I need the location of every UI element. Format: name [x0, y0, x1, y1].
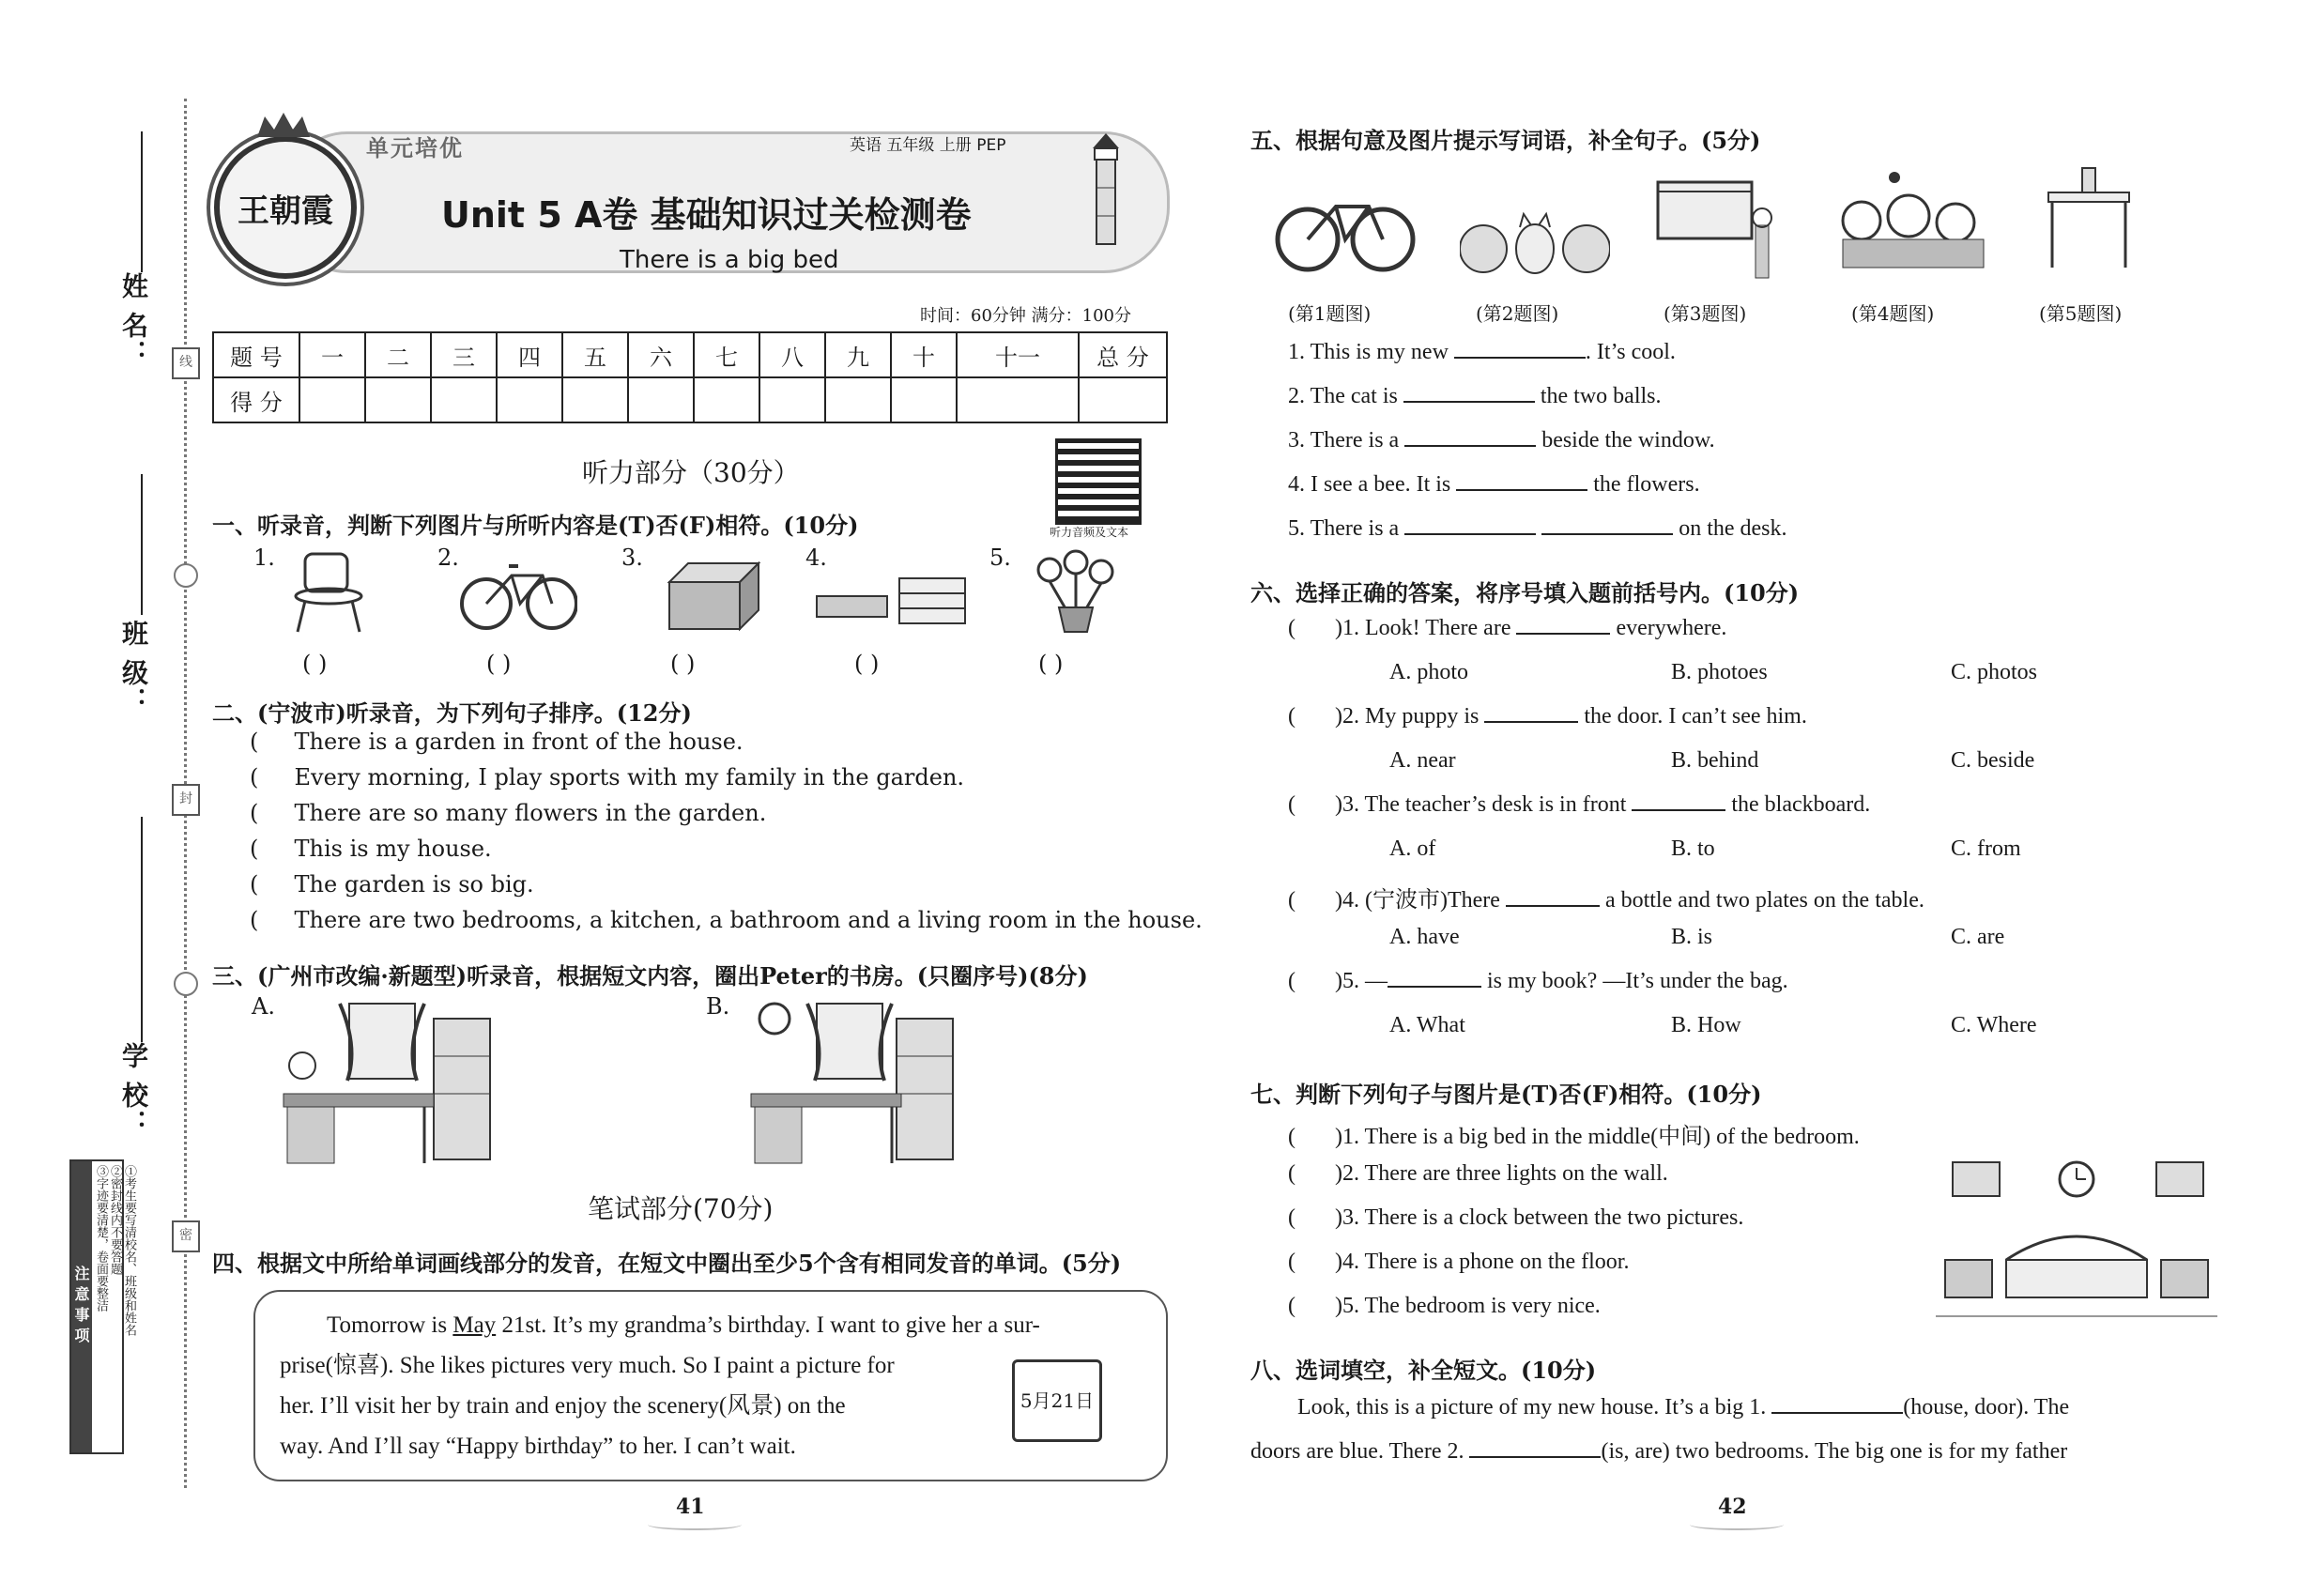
score-cell[interactable]: [431, 377, 497, 422]
list-item: ( Every morning, I play sports with my family in the garden.: [250, 764, 965, 790]
section-4-title: 四、根据文中所给单词画线部分的发音，在短文中圈出至少5个含有相同发音的单词。(5分): [212, 1250, 1122, 1277]
q-text: the door. I can’t see him.: [1578, 704, 1807, 729]
passage-text: way. And I’ll say “Happy birthday” to her. I can’t wait.: [280, 1434, 796, 1459]
option[interactable]: B. is: [1671, 925, 1713, 949]
answer-blank[interactable]: [1403, 401, 1535, 403]
score-header-cell: 三: [431, 332, 497, 377]
school-field[interactable]: [141, 817, 143, 1042]
desk-bottle-picture: [2045, 164, 2134, 276]
calendar-icon: 5月21日: [1012, 1359, 1102, 1442]
list-item: ( )2. There are three lights on the wall.: [1288, 1161, 1668, 1186]
s5-list: [1288, 340, 1787, 560]
list-item: [1288, 472, 1787, 516]
option[interactable]: B. photoes: [1671, 660, 1768, 684]
books-picture: [813, 573, 973, 633]
writing-heading: 笔试部分(70分): [588, 1193, 774, 1224]
s5-text: 3. There is a: [1288, 428, 1405, 453]
list-item: ( )3. There is a clock between the two pictures.: [1288, 1205, 1744, 1230]
crown-icon: [255, 111, 312, 139]
s7-text: )2. There are three lights on the wall.: [1335, 1161, 1668, 1186]
class-label: 班 级：: [118, 620, 149, 715]
section-1-title: 一、听录音，判断下列图片与所听内容是(T)否(F)相符。(10分): [212, 512, 859, 539]
score-cell[interactable]: [497, 377, 562, 422]
q-text: )5. —: [1335, 969, 1388, 993]
q-text: the blackboard.: [1725, 792, 1871, 817]
passage-text: 21st. It’s my grandma’s birthday. I want to give her a sur-: [496, 1312, 1040, 1338]
s8-line-2: [1250, 1439, 2067, 1465]
flowers-picture: [1031, 549, 1120, 637]
s1-num: 1.: [253, 545, 275, 571]
s8-line-1: [1297, 1395, 2069, 1420]
answer-blank[interactable]: [1404, 533, 1536, 535]
study-room-a-picture: [274, 1000, 499, 1173]
page-number-left: 41: [676, 1495, 705, 1519]
s8-text: doors are blue. There 2.: [1250, 1439, 1470, 1464]
score-cell[interactable]: [759, 377, 825, 422]
s1-num: 2.: [437, 545, 459, 571]
option[interactable]: A. near: [1389, 748, 1456, 773]
name-field[interactable]: [141, 131, 143, 272]
answer-blank[interactable]: [1632, 809, 1725, 811]
mc-question: ( )5. — is my book? —It’s under the bag.: [1288, 969, 1788, 993]
option[interactable]: A. What: [1389, 1013, 1465, 1037]
option[interactable]: A. photo: [1389, 660, 1468, 684]
list-item: [1288, 428, 1787, 472]
s2-item-text: There are so many flowers in the garden.: [294, 800, 767, 826]
s5-text: . It’s cool.: [1585, 340, 1676, 364]
notes-box: [69, 1159, 136, 1454]
s5-text: 4. I see a bee. It is: [1288, 472, 1457, 497]
brand-name: 王朝霞: [238, 193, 333, 229]
study-room-b-picture: [732, 1000, 958, 1173]
s5-text: the two balls.: [1534, 384, 1662, 408]
name-label: 姓 名：: [118, 272, 149, 368]
answer-paren[interactable]: ( ): [302, 651, 328, 677]
answer-blank[interactable]: [1484, 721, 1578, 723]
list-item: ( )1. There is a big bed in the middle(中间) of the bedroom.: [1288, 1125, 1860, 1149]
list-item: ( )5. The bedroom is very nice.: [1288, 1294, 1601, 1318]
mc-question: ( )1. Look! There are everywhere.: [1288, 616, 1727, 640]
subject-meta: 英语 五年级 上册 PEP: [850, 136, 1006, 155]
s8-text: (house, door). The: [1903, 1395, 2070, 1420]
page-ornament-icon: [1690, 1519, 1784, 1530]
option[interactable]: C. from: [1951, 836, 2021, 861]
answer-paren[interactable]: ( ): [486, 651, 512, 677]
s5-text: on the desk.: [1673, 516, 1787, 541]
section-2-title: 二、(宁波市)听录音，为下列句子排序。(12分): [212, 699, 692, 727]
score-cell[interactable]: [628, 377, 694, 422]
qr-caption: 听力音频及文本: [1050, 526, 1129, 539]
answer-paren[interactable]: ( ): [1038, 651, 1064, 677]
punch-hole-icon: [174, 972, 198, 996]
s7-text: )1. There is a big bed in the middle(中间) of the bedroom.: [1335, 1125, 1860, 1149]
bedroom-picture: [1936, 1157, 2217, 1325]
score-header-cell: 一: [299, 332, 365, 377]
mc-options: [1288, 836, 2037, 881]
option[interactable]: A. have: [1389, 925, 1460, 949]
score-cell[interactable]: [694, 377, 759, 422]
answer-blank[interactable]: [1404, 445, 1536, 447]
page-ornament-icon: [648, 1519, 742, 1530]
list-item: ( )4. There is a phone on the floor.: [1288, 1250, 1630, 1274]
seal-mark: 密: [172, 1220, 200, 1252]
answer-blank[interactable]: [1469, 1456, 1601, 1458]
list-item: [1288, 516, 1787, 560]
passage-text: her. I’ll visit her by train and enjoy the scenery(风景) on the: [280, 1393, 846, 1419]
option[interactable]: C. beside: [1951, 748, 2035, 773]
answer-blank[interactable]: [1541, 533, 1673, 535]
underlined-word: May: [452, 1312, 497, 1338]
mc-question: ( )2. My puppy is the door. I can’t see him.: [1288, 704, 1807, 729]
listening-heading: 听力部分（30分）: [582, 457, 800, 488]
s2-item-text: Every morning, I play sports with my family in the garden.: [294, 764, 965, 790]
picture-caption: (第3题图): [1664, 302, 1747, 325]
s5-text: 2. The cat is: [1288, 384, 1403, 408]
section-5-title: 五、根据句意及图片提示写词语，补全句子。(5分): [1250, 127, 1761, 154]
score-cell[interactable]: [891, 377, 957, 422]
series-label: 单元培优: [366, 135, 464, 161]
punch-hole-icon: [174, 563, 198, 588]
school-label: 学 校：: [118, 1042, 149, 1138]
mc-options: [1288, 925, 2037, 969]
list-item: ( The garden is so big.: [250, 871, 534, 898]
picture-caption: (第4题图): [1851, 302, 1935, 325]
score-cell[interactable]: [825, 377, 891, 422]
mc-options: [1288, 748, 2037, 792]
section-8-title: 八、选词填空，补全短文。(10分): [1250, 1357, 1597, 1384]
list-item: ( There are so many flowers in the garden.: [250, 800, 767, 826]
score-table: [212, 331, 1168, 423]
picture-caption: (第1题图): [1288, 302, 1372, 325]
time-score: 时间：60分钟 满分：100分: [920, 306, 1131, 326]
passage-text: prise(惊喜). She likes pictures very much. So I paint a picture for: [280, 1353, 895, 1378]
qr-code-icon[interactable]: [1055, 438, 1142, 525]
page-number-right: 42: [1718, 1495, 1747, 1519]
mc-options: [1288, 660, 2037, 704]
answer-blank[interactable]: [1516, 633, 1610, 635]
option[interactable]: C. are: [1951, 925, 2005, 949]
score-cell[interactable]: [365, 377, 431, 422]
score-cell[interactable]: [957, 377, 1079, 422]
option[interactable]: B. How: [1671, 1013, 1741, 1037]
s2-item-text: There is a garden in front of the house.: [294, 729, 744, 755]
score-header-cell: 四: [497, 332, 562, 377]
picture-caption: (第2题图): [1476, 302, 1559, 325]
score-header-cell: 十: [891, 332, 957, 377]
option[interactable]: A. of: [1389, 836, 1436, 861]
s5-text: the flowers.: [1587, 472, 1700, 497]
s2-item-text: The garden is so big.: [294, 871, 534, 898]
option-a-label[interactable]: A.: [252, 993, 275, 1020]
option-b-label[interactable]: B.: [706, 993, 730, 1020]
mc-question: ( )3. The teacher’s desk is in front the blackboard.: [1288, 792, 1871, 817]
q-text: )2. My puppy is: [1335, 704, 1485, 729]
window-picture: [1654, 178, 1776, 285]
s2-list: [250, 729, 1203, 943]
score-header-cell: 九: [825, 332, 891, 377]
s5-text: 1. This is my new: [1288, 340, 1454, 364]
score-header-cell: 五: [562, 332, 628, 377]
box-picture: [665, 554, 763, 637]
bike-picture: [460, 549, 577, 637]
score-cell[interactable]: [1079, 377, 1167, 422]
q-text: )1. Look! There are: [1335, 616, 1517, 640]
score-header-cell: 总 分: [1079, 332, 1167, 377]
q-text: )4. (宁波市)There: [1335, 888, 1506, 913]
note-item: ②密封线内不要答题: [108, 1165, 122, 1275]
score-header-cell: 六: [628, 332, 694, 377]
answer-paren[interactable]: ( ): [854, 651, 880, 677]
score-header-cell: 十一: [957, 332, 1079, 377]
note-item: ①考生要写清校名、班级和姓名: [122, 1165, 136, 1336]
answer-blank[interactable]: [1771, 1412, 1903, 1414]
bee-flowers-picture: [1838, 164, 1988, 276]
class-field[interactable]: [141, 474, 143, 615]
score-header-cell: 八: [759, 332, 825, 377]
section-6-title: 六、选择正确的答案，将序号填入题前括号内。(10分): [1250, 579, 1800, 606]
s1-num: 3.: [621, 545, 643, 571]
lighthouse-icon: [1087, 131, 1125, 244]
s7-list: [1288, 1117, 1860, 1338]
answer-paren[interactable]: ( ): [670, 651, 696, 677]
list-item: ( There is a garden in front of the house.: [250, 729, 744, 755]
page-title: Unit 5 A卷 基础知识过关检测卷: [441, 194, 972, 236]
s7-text: )3. There is a clock between the two pictures.: [1335, 1205, 1744, 1230]
score-cell[interactable]: [299, 377, 365, 422]
passage-text: Tomorrow is: [327, 1312, 453, 1338]
seal-mark: 封: [172, 784, 200, 816]
picture-caption: (第5题图): [2039, 302, 2123, 325]
s7-text: )4. There is a phone on the floor.: [1335, 1250, 1630, 1274]
q-text: everywhere.: [1610, 616, 1727, 640]
section-3-title: 三、(广州市改编·新题型)听录音，根据短文内容，圈出Peter的书房。(只圈序号)(8分): [212, 962, 1088, 990]
answer-blank[interactable]: [1456, 489, 1587, 491]
section-7-title: 七、判断下列句子与图片是(T)否(F)相符。(10分): [1250, 1081, 1762, 1108]
list-item: ( There are two bedrooms, a kitchen, a bathroom and a living room in the house.: [250, 907, 1203, 933]
cat-balls-picture: [1460, 207, 1610, 281]
list-item: ( This is my house.: [250, 836, 492, 862]
option[interactable]: B. to: [1671, 836, 1715, 861]
bike-picture: [1275, 183, 1416, 281]
list-item: [1288, 384, 1787, 428]
score-header-cell: 题 号: [213, 332, 299, 377]
chair-picture: [286, 549, 371, 637]
s2-item-text: This is my house.: [294, 836, 492, 862]
s8-text: (is, are) two bedrooms. The big one is for my father: [1601, 1439, 2068, 1464]
unit-subtitle: There is a big bed: [620, 246, 839, 274]
brand-logo: [214, 136, 357, 279]
s6-list: [1288, 616, 2037, 1057]
score-row-label: 得 分: [213, 377, 299, 422]
s8-text: Look, this is a picture of my new house. It’s a big 1.: [1297, 1395, 1772, 1420]
notes-title: 注意事项: [71, 1161, 92, 1452]
seal-mark: 线: [172, 347, 200, 379]
q-text: is my book? —It’s under the bag.: [1481, 969, 1788, 993]
answer-blank[interactable]: [1454, 357, 1586, 359]
q-text: a bottle and two plates on the table.: [1599, 888, 1924, 913]
score-header-cell: 七: [694, 332, 759, 377]
score-cell[interactable]: [562, 377, 628, 422]
s1-num: 4.: [805, 545, 827, 571]
note-item: ③字迹要清楚，卷面要整洁: [94, 1165, 108, 1312]
q-text: )3. The teacher’s desk is in front: [1335, 792, 1633, 817]
option[interactable]: C. Where: [1951, 1013, 2037, 1037]
option[interactable]: C. photos: [1951, 660, 2038, 684]
s7-text: )5. The bedroom is very nice.: [1335, 1294, 1601, 1318]
s2-item-text: There are two bedrooms, a kitchen, a bathroom and a living room in the house.: [294, 907, 1203, 933]
mc-options: [1288, 1013, 2037, 1057]
score-header-cell: 二: [365, 332, 431, 377]
mc-question: ( )4. (宁波市)There a bottle and two plates on the table.: [1288, 888, 1924, 913]
s5-text: 5. There is a: [1288, 516, 1405, 541]
answer-blank[interactable]: [1506, 905, 1600, 907]
option[interactable]: B. behind: [1671, 748, 1759, 773]
answer-blank[interactable]: [1388, 986, 1481, 988]
list-item: [1288, 340, 1787, 384]
s5-text: beside the window.: [1536, 428, 1715, 453]
s1-num: 5.: [989, 545, 1011, 571]
